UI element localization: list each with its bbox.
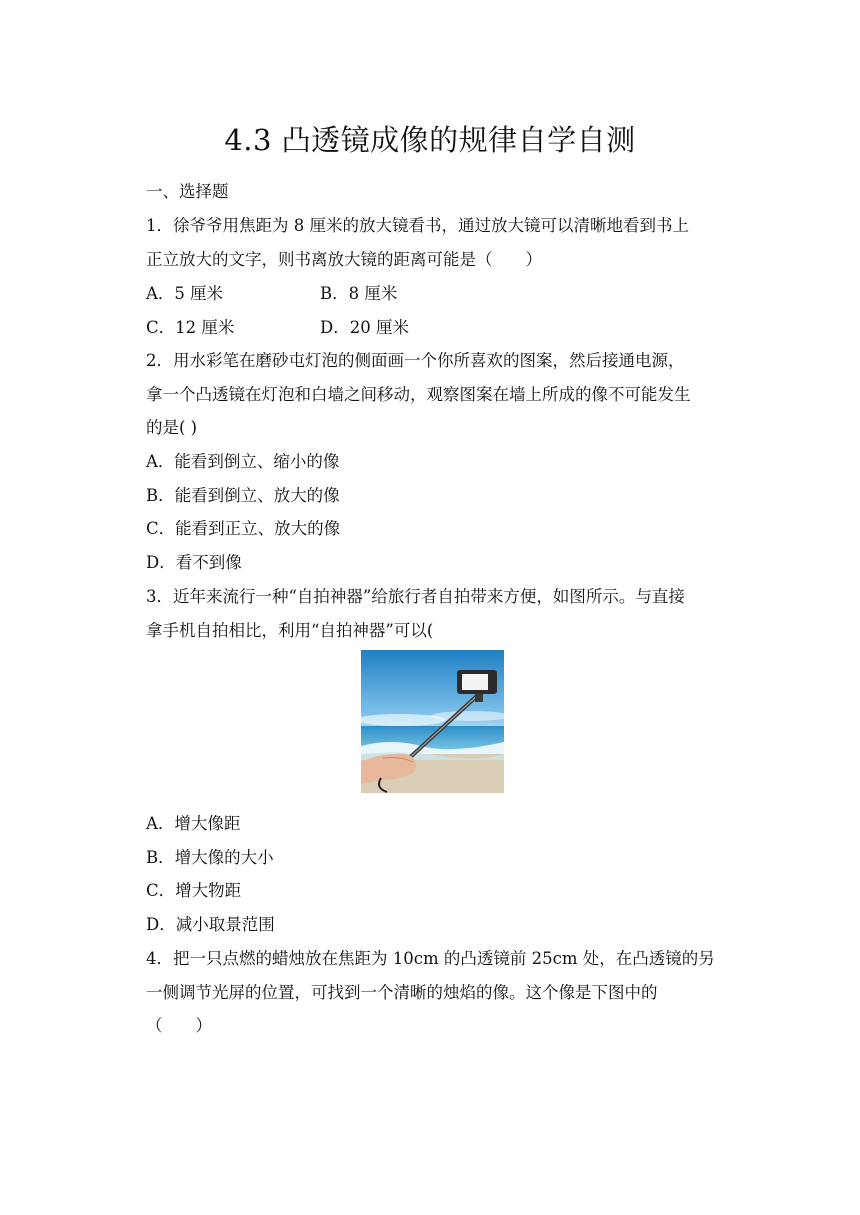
question-3-option-b: B．增大像的大小 (146, 848, 274, 867)
question-4-stem-line1: 4．把一只点燃的蜡烛放在焦距为 10cm 的凸透镜前 25cm 处，在凸透镜的另 (146, 949, 715, 968)
question-1-stem-line1: 1．徐爷爷用焦距为 8 厘米的放大镜看书，通过放大镜可以清晰地看到书上 (146, 216, 689, 235)
question-2-option-d: D．看不到像 (146, 553, 242, 572)
selfie-stick-image (361, 650, 504, 793)
question-1-option-c: C．12 厘米 (146, 318, 235, 337)
question-3-option-a: A．增大像距 (146, 814, 241, 833)
section-heading: 一、选择题 (146, 182, 229, 201)
question-2-option-c: C．能看到正立、放大的像 (146, 519, 341, 538)
question-2-stem-line1: 2．用水彩笔在磨砂屯灯泡的侧面画一个你所喜欢的图案，然后接通电源， (146, 351, 685, 370)
question-2-option-a: A．能看到倒立、缩小的像 (146, 452, 340, 471)
question-2-stem-line2: 拿一个凸透镜在灯泡和白墙之间移动，观察图案在墙上所成的像不可能发生 (146, 385, 691, 404)
question-2-stem-line3: 的是( ) (146, 418, 198, 437)
question-3-option-d: D．减小取景范围 (146, 915, 275, 934)
question-4-stem-line3: （ ） (146, 1016, 212, 1035)
question-3-stem-line1: 3．近年来流行一种“自拍神器”给旅行者自拍带来方便，如图所示。与直接 (146, 587, 685, 606)
question-2-option-b: B．能看到倒立、放大的像 (146, 486, 340, 505)
page-title: 4.3 凸透镜成像的规律自学自测 (224, 123, 636, 157)
question-1-option-d: D．20 厘米 (320, 318, 409, 337)
question-3-option-c: C．增大物距 (146, 881, 242, 900)
question-4-stem-line2: 一侧调节光屏的位置，可找到一个清晰的烛焰的像。这个像是下图中的 (146, 983, 658, 1002)
question-1-stem-line2: 正立放大的文字，则书离放大镜的距离可能是（ ） (146, 250, 542, 269)
question-1-option-a: A．5 厘米 (146, 284, 224, 303)
question-3-stem-line2: 拿手机自拍相比，利用“自拍神器”可以( (146, 621, 434, 640)
question-1-option-b: B．8 厘米 (320, 284, 398, 303)
